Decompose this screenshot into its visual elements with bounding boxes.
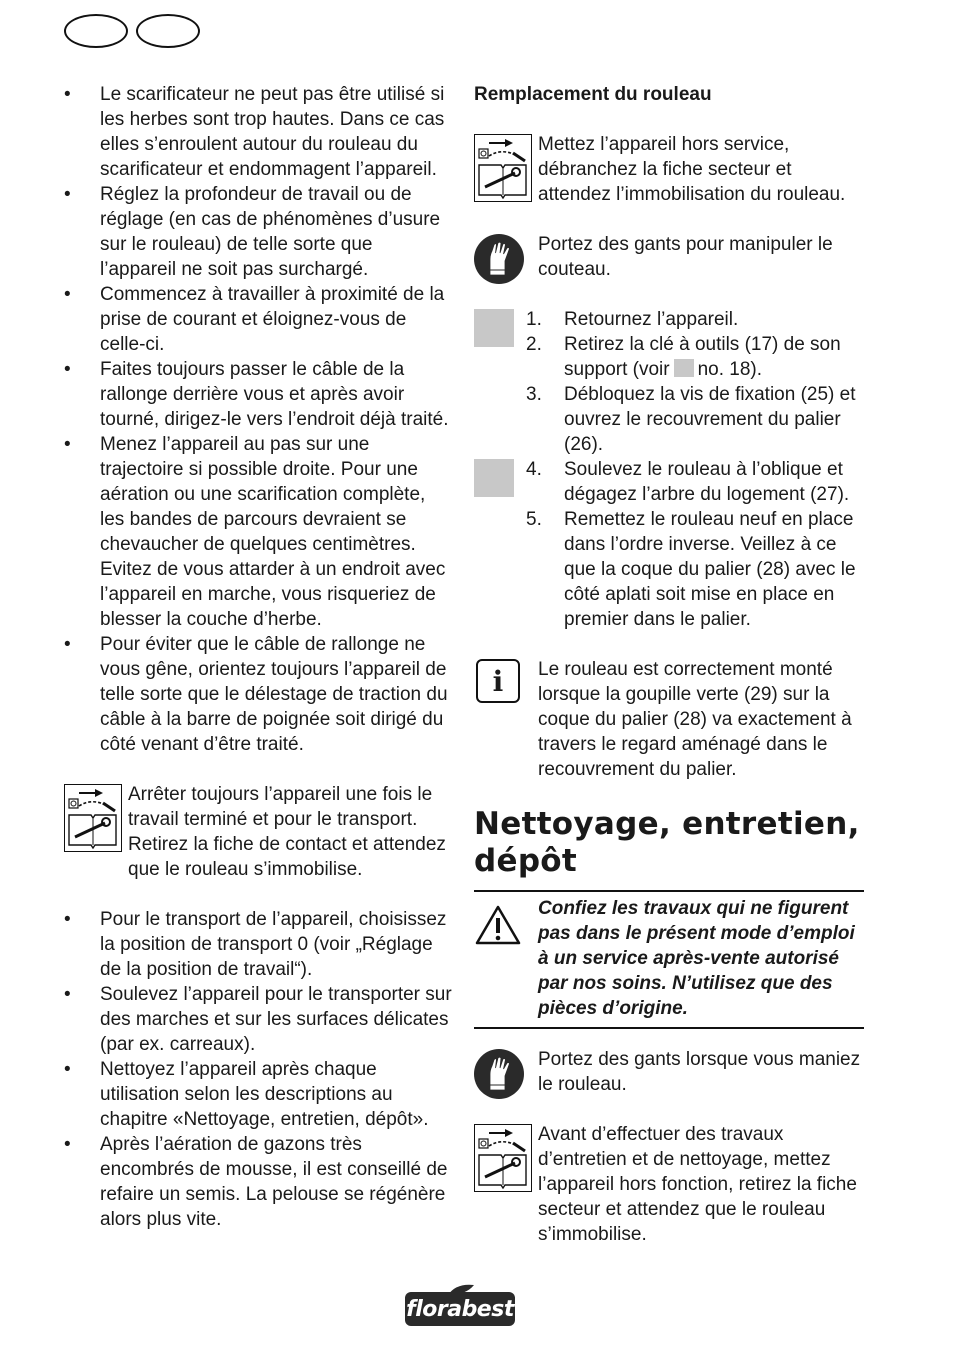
gloves-icon [474, 234, 524, 284]
info-icon: i [476, 659, 520, 703]
language-oval-2 [136, 14, 200, 48]
stop-device-notice [64, 782, 452, 882]
gloves-notice-1 [474, 232, 864, 282]
step-item: 4. Soulevez le rouleau à l’oblique et dégagez l’arbre du logement (27). [526, 459, 850, 505]
bullet-item: • Le scarificateur ne peut pas être utilisé si les herbes sont trop hautes. Dans ce cas elles s’enroulent autour du rouleau du scarificateur et endommagent l’appareil. [64, 82, 452, 182]
gloves-notice-2 [474, 1047, 864, 1097]
maintenance-text: Avant d’effectuer des travaux d’entretien et de nettoyage, mettez l’appareil hors fonction, retirez la fiche secteur et attendez que le rouleau s’immobilise. [538, 1124, 857, 1245]
warning-box [474, 890, 864, 1029]
bullet-item: • Nettoyez l’appareil après chaque utilisation selon les descriptions au chapitre «Nettoyage, entretien, dépôt». [64, 1057, 452, 1132]
bullet-item: • Commencez à travailler à proximité de la prise de courant et éloignez-vous de celle-ci. [64, 282, 452, 357]
bullet-item: • Menez l’appareil au pas sur une trajectoire si possible droite. Pour une aération ou une scarification complète, les bandes de parcours devraient se chevaucher de quelques centimètres. Evitez de vous attarder à un endroit avec l’appareil en marche, vous risqueriez de blesser la couche d’herbe. [64, 432, 452, 632]
info-notice [474, 657, 864, 782]
heading-line: dépôt [474, 843, 578, 879]
unplug-text: Mettez l’appareil hors service, débranchez la fiche secteur et attendez l’immobilisation du rouleau. [538, 134, 846, 205]
gloves-text-2: Portez des gants lorsque vous maniez le rouleau. [538, 1049, 861, 1095]
unplug-manual-icon [64, 784, 122, 852]
unplug-manual-icon [474, 1124, 532, 1192]
left-column [64, 82, 452, 1232]
bullet-item: • Faites toujours passer le câble de la rallonge derrière vous et après avoir tourné, dirigez-le vers l’endroit déjà traité. [64, 357, 452, 432]
step-item: 2. Retirez la clé à outils (17) de son support (voir no. 18). [526, 334, 841, 380]
heading-line: Nettoyage, entretien, [474, 806, 860, 842]
gloves-icon [474, 1049, 524, 1099]
gloves-text-1: Portez des gants pour manipuler le couteau. [538, 234, 833, 280]
steps-list [474, 307, 864, 632]
language-oval-1 [64, 14, 128, 48]
bullet-item: • Après l’aération de gazons très encombrés de mousse, il est conseillé de refaire un semis. La pelouse se régénère alors plus vite. [64, 1132, 452, 1232]
unplug-notice [474, 132, 864, 207]
step-item: 3. Débloquez la vis de fixation (25) et ouvrez le recouvrement du palier (26). [526, 384, 856, 455]
step-item: 5. Remettez le rouleau neuf en place dans l’ordre inverse. Veillez à ce que la coque du palier (28) avec le côté aplati soit mise en place en premier dans le palier. [526, 509, 856, 630]
bullet-item: • Pour le transport de l’appareil, choisissez la position de transport 0 (voir „Réglage de la position de travail“). [64, 907, 452, 982]
warning-triangle-icon [474, 904, 522, 953]
unplug-manual-icon [474, 134, 532, 202]
usage-bullets [64, 82, 452, 757]
step-item: 1. Retournez l’appareil. [526, 309, 739, 330]
bullet-item: • Soulevez l’appareil pour le transporter sur des marches et sur les surfaces délicates (par ex. carreaux). [64, 982, 452, 1057]
brand-logo: florabest [405, 1292, 515, 1326]
stop-device-text: Arrêter toujours l’appareil une fois le travail terminé et pour le transport. Retirez la fiche de contact et attendez que le rouleau s’immobilise. [128, 784, 446, 880]
section-heading [474, 806, 864, 880]
maintenance-notice [474, 1122, 864, 1247]
bullet-item: • Réglez la profondeur de travail ou de réglage (en cas de phénomènes d’usure sur le rouleau) de telle sorte que l’appareil ne soit pas surchargé. [64, 182, 452, 282]
warning-text: Confiez les travaux qui ne figurent pas dans le présent mode d’emploi à un service après-vente autorisé par nos soins. N’utilisez que des pièces d’origine. [538, 898, 855, 1019]
replacement-steps [474, 307, 864, 632]
section-subheading: Remplacement du rouleau [474, 84, 712, 105]
info-text: Le rouleau est correctement monté lorsque la goupille verte (29) sur la coque du palier (28) va exactement à travers le regard aménagé dans le recouvrement du palier. [538, 659, 852, 780]
right-column [474, 82, 864, 1247]
inline-figure-box [674, 359, 694, 377]
transport-bullets [64, 907, 452, 1232]
bullet-item: • Pour éviter que le câble de rallonge ne vous gêne, orientez toujours l’appareil de telle sorte que le délestage de traction du câble à la barre de poignée soit dirigé du côté venant d’être traité. [64, 632, 452, 757]
